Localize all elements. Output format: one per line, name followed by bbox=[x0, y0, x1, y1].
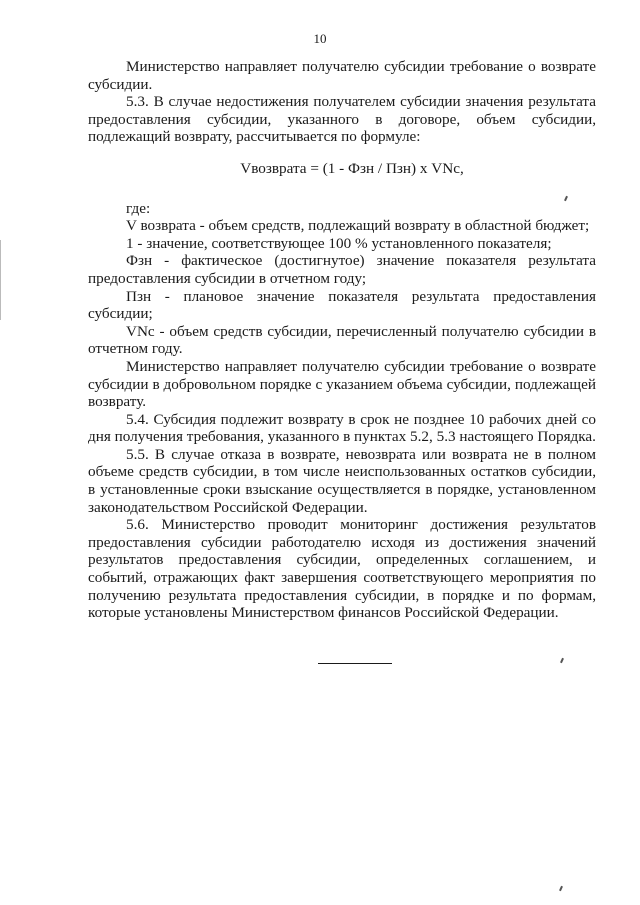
refund-formula: Vвозврата = (1 - Фзн / Пзн) х VNс, bbox=[240, 159, 464, 177]
scan-edge-mark bbox=[0, 240, 1, 320]
paragraph-5-6: 5.6. Министерство проводит мониторинг достижения результатов предоставления субсидии работодателю исходя из достижения значений результатов предоставления субсидии, определенных соглашением, и событий, отражающих факт завершения соответствующего мероприятия по получению результата предоставления субсидии, в порядке и по формам, которые установлены Министерством финансов Российской Федерации. bbox=[88, 516, 596, 622]
definition-pzn: Пзн - плановое значение показателя результата предоставления субсидии; bbox=[88, 287, 596, 323]
definition-v-refund: V возврата - объем средств, подлежащий возврату в областной бюджет; bbox=[126, 217, 590, 235]
scan-speck bbox=[560, 658, 564, 663]
paragraph-5-3: 5.3. В случае недостижения получателем субсидии значения результата предоставления субсидии, указанного в договоре, объем субсидии, подлежащий возврату, рассчитывается по формуле: bbox=[88, 93, 596, 146]
document-body bbox=[88, 58, 596, 622]
end-of-document-rule bbox=[318, 663, 392, 664]
paragraph-refund-request: Министерство направляет получателю субсидии требование о возврате субсидии. bbox=[88, 58, 596, 93]
scan-speck bbox=[559, 886, 563, 891]
page-number: 10 bbox=[313, 31, 327, 46]
paragraph-where: где: bbox=[126, 199, 151, 217]
paragraph-5-4: 5.4. Субсидия подлежит возврату в срок не позднее 10 рабочих дней со дня получения требования, указанного в пунктах 5.2, 5.3 настоящего Порядка. bbox=[88, 410, 596, 446]
paragraph-5-5: 5.5. В случае отказа в возврате, невозврата или возврата не в полном объеме средств субсидии, в том числе неиспользованных остатков субсидии, в установленные сроки взыскание осуществляется в порядке, установленном законодательством Российской Федерации. bbox=[88, 445, 596, 516]
paragraph-voluntary-refund: Министерство направляет получателю субсидии требование о возврате субсидии в добровольном порядке с указанием объема субсидии, подлежащей возврату. bbox=[88, 357, 596, 411]
definition-vnc: VNс - объем средств субсидии, перечисленный получателю субсидии в отчетном году. bbox=[88, 322, 596, 358]
definition-one: 1 - значение, соответствующее 100 % установленного показателя; bbox=[126, 234, 552, 252]
definition-fzn: Фзн - фактическое (достигнутое) значение показателя результата предоставления субсидии в отчетном году; bbox=[88, 252, 596, 287]
